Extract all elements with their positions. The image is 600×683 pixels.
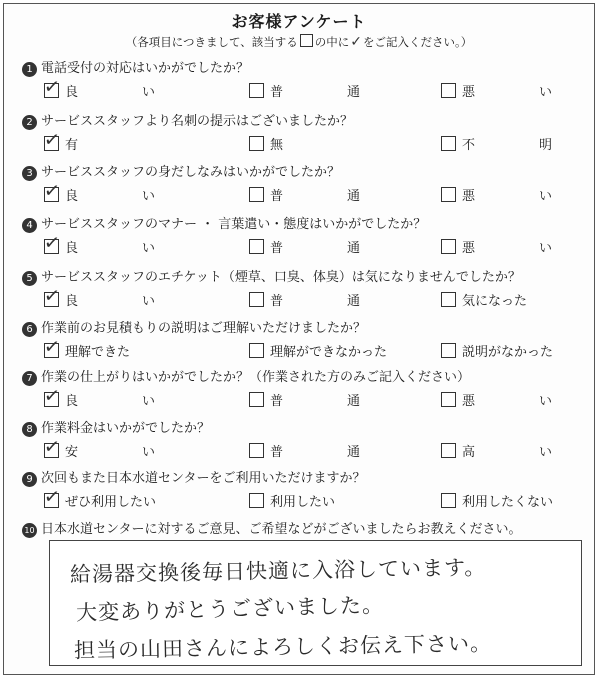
option-label: 理解ができなかった <box>270 345 388 360</box>
check-mark-icon: ✓ <box>42 435 62 459</box>
instructions-part-1: （各項目につきまして、該当する <box>125 35 298 49</box>
option-checkbox[interactable] <box>42 231 62 255</box>
option-3-3 <box>441 185 552 204</box>
option-label: 普 通 <box>270 445 360 460</box>
option-label: 良 い <box>65 189 155 204</box>
option-label: 良 い <box>65 241 155 256</box>
option-1-1 <box>42 75 155 100</box>
question-7 <box>22 366 470 386</box>
option-checkbox[interactable] <box>42 284 62 308</box>
form-instructions <box>4 34 594 50</box>
option-9-2 <box>249 491 335 510</box>
question-8 <box>22 417 210 437</box>
option-checkbox[interactable] <box>249 343 264 358</box>
question-text: 電話受付の対応はいかがでしたか？ <box>41 61 250 76</box>
comment-line-1: 給湯器交換後毎日快適に入浴しています。 <box>69 555 487 587</box>
option-label: 悪 い <box>462 394 552 409</box>
option-checkbox[interactable] <box>249 187 264 202</box>
option-checkbox[interactable] <box>249 292 264 307</box>
option-label: 気になった <box>462 294 528 309</box>
option-label: ぜひ利用したい <box>65 495 157 510</box>
option-checkbox[interactable] <box>42 485 62 509</box>
check-mark-icon: ✓ <box>42 179 62 203</box>
option-9-1 <box>42 485 157 510</box>
question-text: 次回もまた日本水道センターをご利用いただけますか？ <box>41 471 366 486</box>
option-checkbox[interactable] <box>441 392 456 407</box>
question-9 <box>22 467 365 487</box>
option-1-3 <box>441 81 552 100</box>
question-number-badge: 9 <box>22 472 37 487</box>
option-label: 理解できた <box>65 345 131 360</box>
option-7-3 <box>441 390 552 409</box>
question-10 <box>22 518 521 538</box>
option-label: 利用したくない <box>462 495 554 510</box>
question-number-badge: 4 <box>22 218 37 233</box>
question-number-badge: 8 <box>22 422 37 437</box>
option-checkbox[interactable] <box>441 343 456 358</box>
option-label: 説明がなかった <box>462 345 554 360</box>
question-text: 作業料金はいかがでしたか？ <box>41 421 211 436</box>
question-text: サービススタッフのマナー ・ 言葉遣い・態度はいかがでしたか？ <box>41 217 427 232</box>
question-5 <box>22 266 521 286</box>
option-checkbox[interactable] <box>249 83 264 98</box>
option-checkbox[interactable] <box>441 292 456 307</box>
option-7-2 <box>249 390 360 409</box>
check-sample-icon: ✓ <box>350 34 363 50</box>
option-7-1 <box>42 384 155 409</box>
option-8-3 <box>441 441 552 460</box>
option-checkbox[interactable] <box>249 136 264 151</box>
option-label: 無 <box>270 138 284 153</box>
option-4-1 <box>42 231 155 256</box>
option-checkbox[interactable] <box>42 335 62 359</box>
option-6-3 <box>441 341 553 360</box>
question-number-badge: 3 <box>22 166 37 181</box>
question-1 <box>22 57 249 77</box>
option-4-2 <box>249 237 360 256</box>
option-5-2 <box>249 290 360 309</box>
option-2-3 <box>441 134 552 153</box>
option-8-1 <box>42 435 155 460</box>
option-checkbox[interactable] <box>441 443 456 458</box>
option-checkbox[interactable] <box>42 435 62 459</box>
option-label: 普 通 <box>270 85 360 100</box>
option-label: 安 い <box>65 445 155 460</box>
question-text: サービススタッフより名刺の提示はございましたか？ <box>41 114 354 129</box>
question-text: 作業前のお見積もりの説明はご理解いただけましたか？ <box>41 321 367 336</box>
option-1-2 <box>249 81 360 100</box>
check-mark-icon: ✓ <box>42 128 62 152</box>
option-checkbox[interactable] <box>441 493 456 508</box>
option-label: 普 通 <box>270 394 360 409</box>
option-label: 普 通 <box>270 241 360 256</box>
option-checkbox[interactable] <box>42 384 62 408</box>
instructions-part-2: の中に <box>314 35 350 49</box>
option-2-2 <box>249 134 360 153</box>
option-label: 良 い <box>65 394 155 409</box>
survey-form <box>3 3 595 675</box>
form-title: お客様アンケート <box>231 12 367 31</box>
question-number-badge: 2 <box>22 115 37 130</box>
option-checkbox[interactable] <box>441 239 456 254</box>
comment-line-3: 担当の山田さんによろしくお伝え下さい。 <box>73 631 493 663</box>
checkbox-sample-icon <box>300 34 313 47</box>
option-label: 悪 い <box>462 241 552 256</box>
option-2-1 <box>42 128 155 153</box>
option-6-2 <box>249 341 387 360</box>
question-2 <box>22 110 353 130</box>
comment-line-2: 大変ありがとうございました。 <box>75 592 385 626</box>
question-3 <box>22 161 340 181</box>
option-5-1 <box>42 284 155 309</box>
option-label: 利用したい <box>270 495 336 510</box>
check-mark-icon: ✓ <box>42 231 62 255</box>
option-label: 普 通 <box>270 189 360 204</box>
check-mark-icon: ✓ <box>42 485 62 509</box>
option-checkbox[interactable] <box>249 239 264 254</box>
question-text: サービススタッフの身だしなみはいかがでしたか？ <box>41 165 341 180</box>
question-text: サービススタッフのエチケット（煙草、口臭、体臭）は気になりませんでしたか？ <box>41 270 521 285</box>
option-3-1 <box>42 179 155 204</box>
option-label: 悪 い <box>462 85 552 100</box>
option-4-3 <box>441 237 552 256</box>
option-checkbox[interactable] <box>249 443 264 458</box>
option-label: 有 <box>65 138 79 153</box>
question-text: 作業の仕上がりはいかがでしたか？（作業された方のみご記入ください） <box>41 370 471 385</box>
question-number-badge: 6 <box>22 322 37 337</box>
option-6-1 <box>42 335 131 360</box>
check-mark-icon: ✓ <box>42 384 62 408</box>
option-checkbox[interactable] <box>441 83 456 98</box>
option-checkbox[interactable] <box>42 128 62 152</box>
option-9-3 <box>441 491 553 510</box>
option-label: 高 い <box>462 445 552 460</box>
question-6 <box>22 317 366 337</box>
question-text: 日本水道センターに対するご意見、ご希望などがございましたらお教えください。 <box>41 522 522 537</box>
option-checkbox[interactable] <box>441 187 456 202</box>
question-number-badge: 1 <box>22 62 37 77</box>
instructions-part-3: をご記入ください。） <box>363 35 473 49</box>
question-number-badge: 7 <box>22 371 37 386</box>
option-5-3 <box>441 290 527 309</box>
question-4 <box>22 213 426 233</box>
check-mark-icon: ✓ <box>42 284 62 308</box>
option-3-2 <box>249 185 360 204</box>
option-label: 良 い <box>65 85 155 100</box>
comment-box[interactable] <box>49 540 582 666</box>
option-checkbox[interactable] <box>42 179 62 203</box>
option-label: 良 い <box>65 294 155 309</box>
option-label: 不 明 <box>462 138 552 153</box>
option-checkbox[interactable] <box>249 493 264 508</box>
check-mark-icon: ✓ <box>42 75 62 99</box>
option-checkbox[interactable] <box>441 136 456 151</box>
option-label: 悪 い <box>462 189 552 204</box>
question-number-badge: 5 <box>22 271 37 286</box>
option-label: 普 通 <box>270 294 360 309</box>
option-8-2 <box>249 441 360 460</box>
option-checkbox[interactable] <box>42 75 62 99</box>
option-checkbox[interactable] <box>249 392 264 407</box>
check-mark-icon: ✓ <box>42 335 62 359</box>
question-number-badge: 10 <box>22 523 37 538</box>
